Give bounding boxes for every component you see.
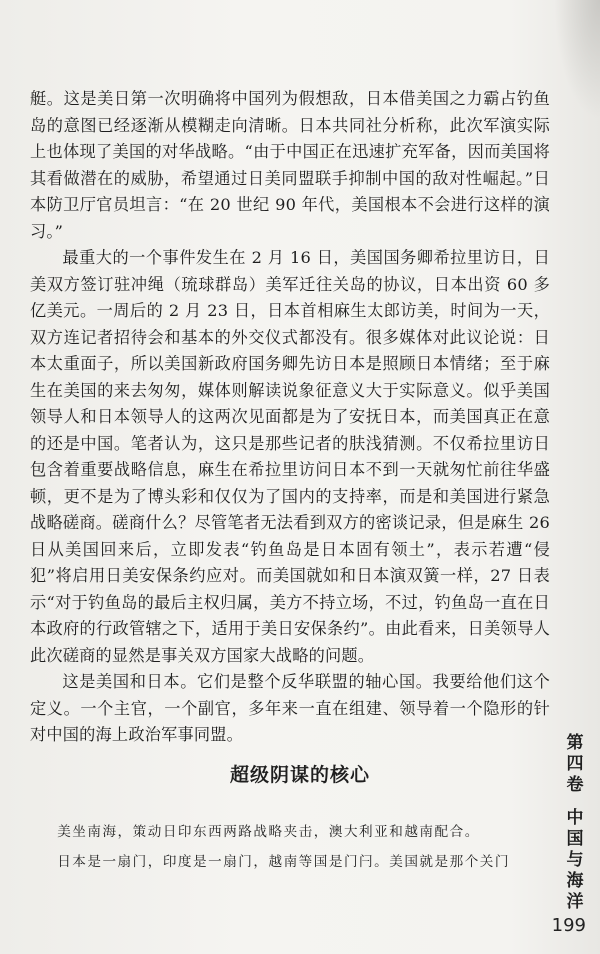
running-head bbox=[564, 733, 586, 913]
paragraph-3: 这是美国和日本。它们是整个反华联盟的轴心国。我要给他们这个定义。一个主官，一个副官，多年来一直在组建、领导着一个隐形的针对中国的海上政治军事同盟。 bbox=[30, 672, 550, 744]
paragraph-1: 艇。这是美日第一次明确将中国列为假想敌，日本借美国之力霸占钓鱼岛的意图已经逐渐从模糊走向清晰。日本共同社分析称，此次军演实际上也体现了美国的对华战略。“由于中国正在迅速扩充军备，因而美国将其看做潜在的威胁，希望通过日美同盟联手抑制中国的敌对性崛起。”日本防卫厅官员坦言：“在 20 世纪 90 年代，美国根本不会进行这样的演习。” bbox=[30, 89, 550, 241]
running-head-volume: 第四卷 bbox=[566, 733, 584, 795]
running-head-title: 中国与海洋 bbox=[566, 808, 584, 912]
epigraph-line-2: 日本是一扇门，印度是一扇门，越南等国是门闩。美国就是那个关门 bbox=[57, 854, 510, 870]
epigraph-line-1: 美坐南海，策动日印东西两路战略夹击，澳大利亚和越南配合。 bbox=[57, 824, 480, 840]
section-title: 超级阴谋的核心 bbox=[229, 764, 370, 786]
body-text bbox=[30, 86, 550, 749]
running-head-gap bbox=[564, 796, 586, 808]
epigraph-block bbox=[30, 817, 550, 877]
page-edge-shadow bbox=[554, 0, 600, 120]
paragraph-2: 最重大的一个事件发生在 2 月 16 日，美国国务卿希拉里访日，日美双方签订驻冲绳（琉球群岛）美军迁往关岛的协议，日本出资 60 多亿美元。一周后的 2 月 23 日，日本首相麻生太郎访美，时间为一天，双方连记者招待会和基本的外交仪式都没有。很多媒体对此议论说：日本太重面子，所以美国新政府国务卿先访日本是照顾日本情绪；至于麻生在美国的来去匆匆，媒体则解读说象征意义大于实际意义。似乎美国领导人和日本领导人的这两次见面都是为了安抚日本，而美国真正在意的还是中国。笔者认为，这只是那些记者的肤浅猜测。不仅希拉里访日包含着重要战略信息，麻生在希拉里访问日本不到一天就匆忙前往华盛顿，更不是为了博头彩和仅仅为了国内的支持率，而是和美国进行紧急战略磋商。磋商什么？尽管笔者无法看到双方的密谈记录，但是麻生 26 日从美国回来后，立即发表“钓鱼岛是日本固有领土”，表示若遭“侵犯”将启用日美安保条约应对。而美国就如和日本演双簧一样，27 日表示“对于钓鱼岛的最后主权归属，美方不持立场，不过，钓鱼岛一直在日本政府的行政管辖之下，适用于美日安保条约”。由此看来，日美领导人此次磋商的显然是事关双方国家大战略的问题。 bbox=[30, 248, 550, 665]
page-number: 199 bbox=[551, 915, 586, 936]
